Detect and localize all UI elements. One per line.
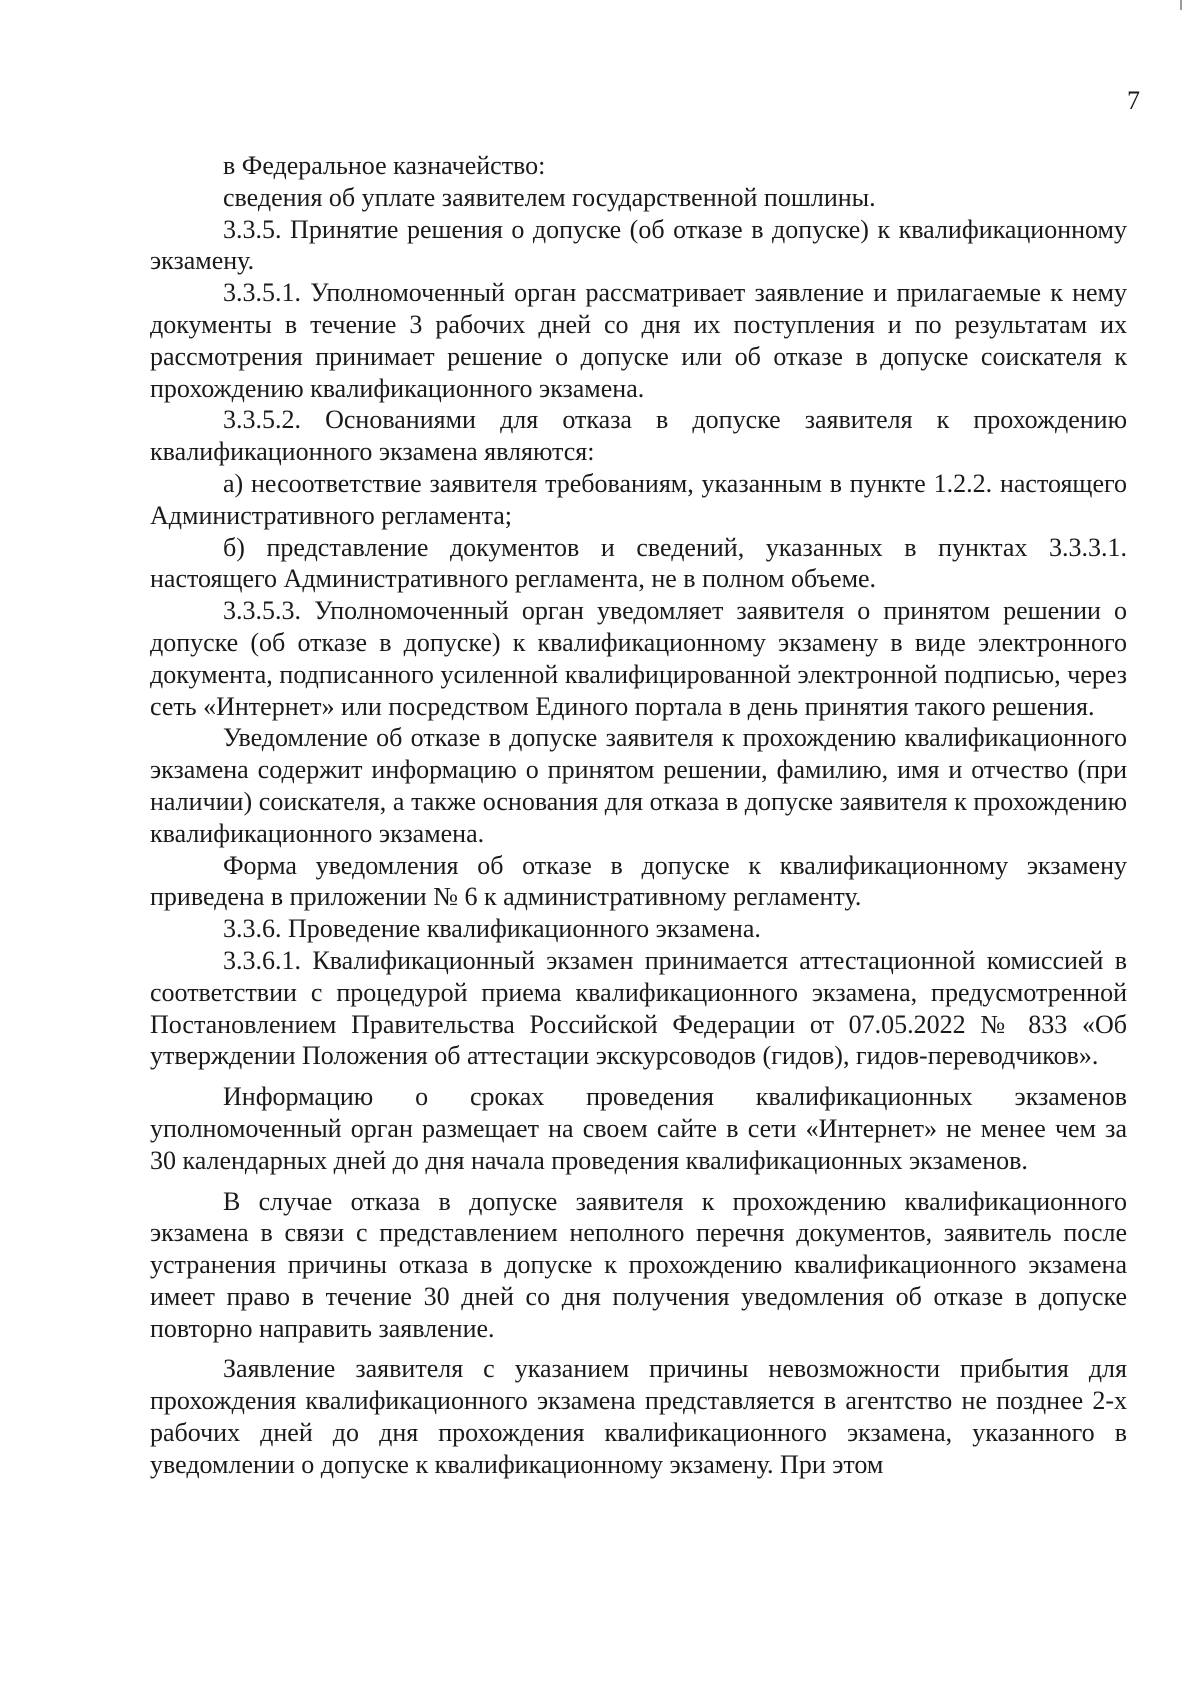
paragraph-resubmission: В случае отказа в допуске заявителя к прохождению квалификационного экзамена в связи с представлением неполного перечня документов, заявитель после устранения причины отказа в допуске к прохождению квалификационного экзамена имеет право в течение 30 дней со дня получения уведомления об отказе в допуске повторно направить заявление. (150, 1186, 1127, 1343)
paragraph-3-3-6: 3.3.6. Проведение квалификационного экзамена. (223, 914, 761, 944)
paragraph-treasury: в Федеральное казначейство: (223, 151, 546, 180)
list-item-b: б) представление документов и сведений, указанных в пунктах 3.3.3.1. настоящего Административного регламента, не в полном объеме. (150, 532, 1127, 594)
paragraph-3-3-5-1: 3.3.5.1. Уполномоченный орган рассматривает заявление и прилагаемые к нему документы в течение 3 рабочих дней со дня их поступления и по результатам их рассмотрения принимает решение о допуске или об отказе в допуске соискателя к прохождению квалификационного экзамена. (150, 278, 1127, 403)
paragraph-3-3-6-1: 3.3.6.1. Квалификационный экзамен принимается аттестационной комиссией в соответствии с процедурой приема квалификационного экзамена, предусмотренной Постановлением Правительства Российской Федерации от 07.05.2022 № 833 «Об утверждении Положения об аттестации экскурсоводов (гидов), гидов-переводчиков». (150, 945, 1127, 1071)
paragraph-exam-schedule: Информацию о сроках проведения квалификационных экзаменов уполномоченный орган размещает на своем сайте в сети «Интернет» не менее чем за 30 календарных дней до дня начала проведения квалификационных экзаменов. (150, 1082, 1127, 1175)
page-number: 7 (1127, 86, 1140, 115)
scan-mark (1180, 0, 1182, 10)
paragraph-3-3-5-3: 3.3.5.3. Уполномоченный орган уведомляет заявителя о принятом решении о допуске (об отказе в допуске) к квалификационному экзамену в виде электронного документа, подписанного усиленной квалифицированной электронной подписью, через сеть «Интернет» или посредством Единого портала в день принятия такого решения. (150, 596, 1127, 721)
list-item-a: а) несоответствие заявителя требованиям, указанным в пункте 1.2.2. настоящего Административного регламента; (150, 468, 1127, 530)
paragraph-absence-statement: Заявление заявителя с указанием причины невозможности прибытия для прохождения квалификационного экзамена представляется в агентство не позднее 2-х рабочих дней до дня прохождения квалификационного экзамена, указанного в уведомлении о допуске к квалификационному экзамену. При этом (150, 1354, 1127, 1479)
paragraph-notice-form: Форма уведомления об отказе в допуске к квалификационному экзамену приведена в приложении № 6 к административному регламенту. (150, 850, 1127, 912)
paragraph-refusal-notice: Уведомление об отказе в допуске заявителя к прохождению квалификационного экзамена содержит информацию о принятом решении, фамилию, имя и отчество (при наличии) соискателя, а также основания для отказа в допуске заявителя к прохождению квалификационного экзамена. (150, 723, 1127, 848)
paragraph-3-3-5: 3.3.5. Принятие решения о допуске (об отказе в допуске) к квалификационному экзамену. (150, 214, 1127, 276)
paragraph-3-3-5-2: 3.3.5.2. Основаниями для отказа в допуске заявителя к прохождению квалификационного экзамена являются: (150, 405, 1127, 467)
paragraph-duty-info: сведения об уплате заявителем государственной пошлины. (223, 182, 876, 212)
document-body (150, 150, 1127, 1481)
